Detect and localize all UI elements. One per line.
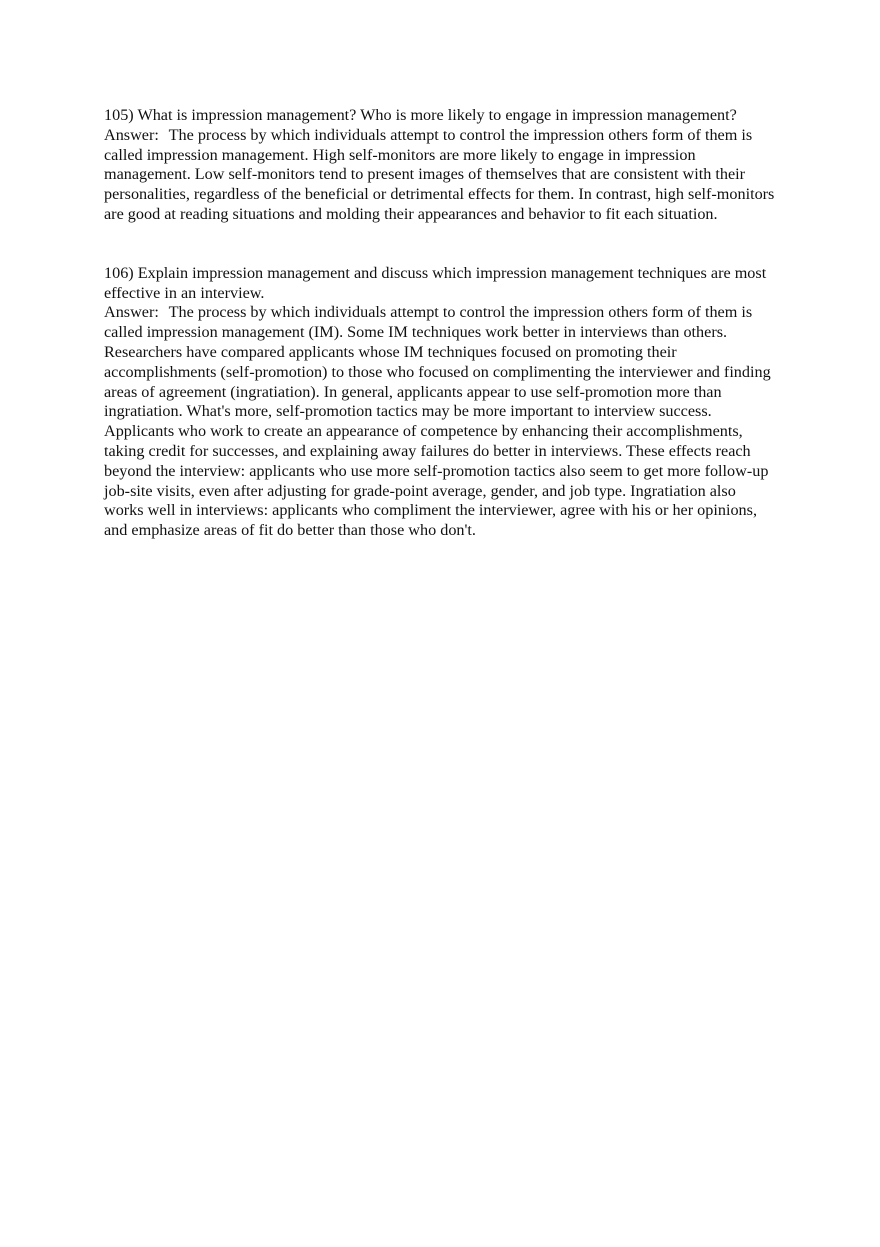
document-page [104, 106, 776, 541]
question-number: 106) [104, 263, 134, 282]
question-105 [104, 106, 776, 126]
answer-106 [104, 303, 776, 541]
answer-label: Answer: [104, 303, 159, 322]
question-text: Explain impression management and discuss which impression management techniques are most effective in an interview. [104, 263, 767, 302]
question-number: 105) [104, 106, 134, 124]
question-text: What is impression management? Who is more likely to engage in impression management? [137, 106, 737, 124]
question-106 [104, 264, 776, 304]
answer-105 [104, 126, 776, 225]
question-block-105 [104, 106, 776, 225]
answer-text: The process by which individuals attempt to control the impression others form of them is called impression management. High self-monitors are more likely to engage in impression management. Low self-monitors tend to present images of themselves that are consistent with their personalities, regardless of the beneficial or detrimental effects for them. In contrast, high self-monitors are good at reading situations and molding their appearances and behavior to fit each situation. [104, 125, 775, 223]
answer-text: The process by which individuals attempt to control the impression others form of them is called impression management (IM). Some IM techniques work better in interviews than others. Researchers have compared applicants whose IM techniques focused on promoting their accomplishments (self-promotion) to those who focused on complimenting the interviewer and finding areas of agreement (ingratiation). In general, applicants appear to use self-promotion more than ingratiation. What's more, self-promotion tactics may be more important to interview success. Applicants who work to create an appearance of competence by enhancing their accomplishments, taking credit for successes, and explaining away failures do better in interviews. These effects reach beyond the interview: applicants who use more self-promotion tactics also seem to get more follow-up job-site visits, even after adjusting for grade-point average, gender, and job type. Ingratiation also works well in interviews: applicants who compliment the interviewer, agree with his or her opinions, and emphasize areas of fit do better than those who don't. [104, 303, 771, 540]
answer-label: Answer: [104, 125, 159, 144]
question-block-106 [104, 264, 776, 541]
